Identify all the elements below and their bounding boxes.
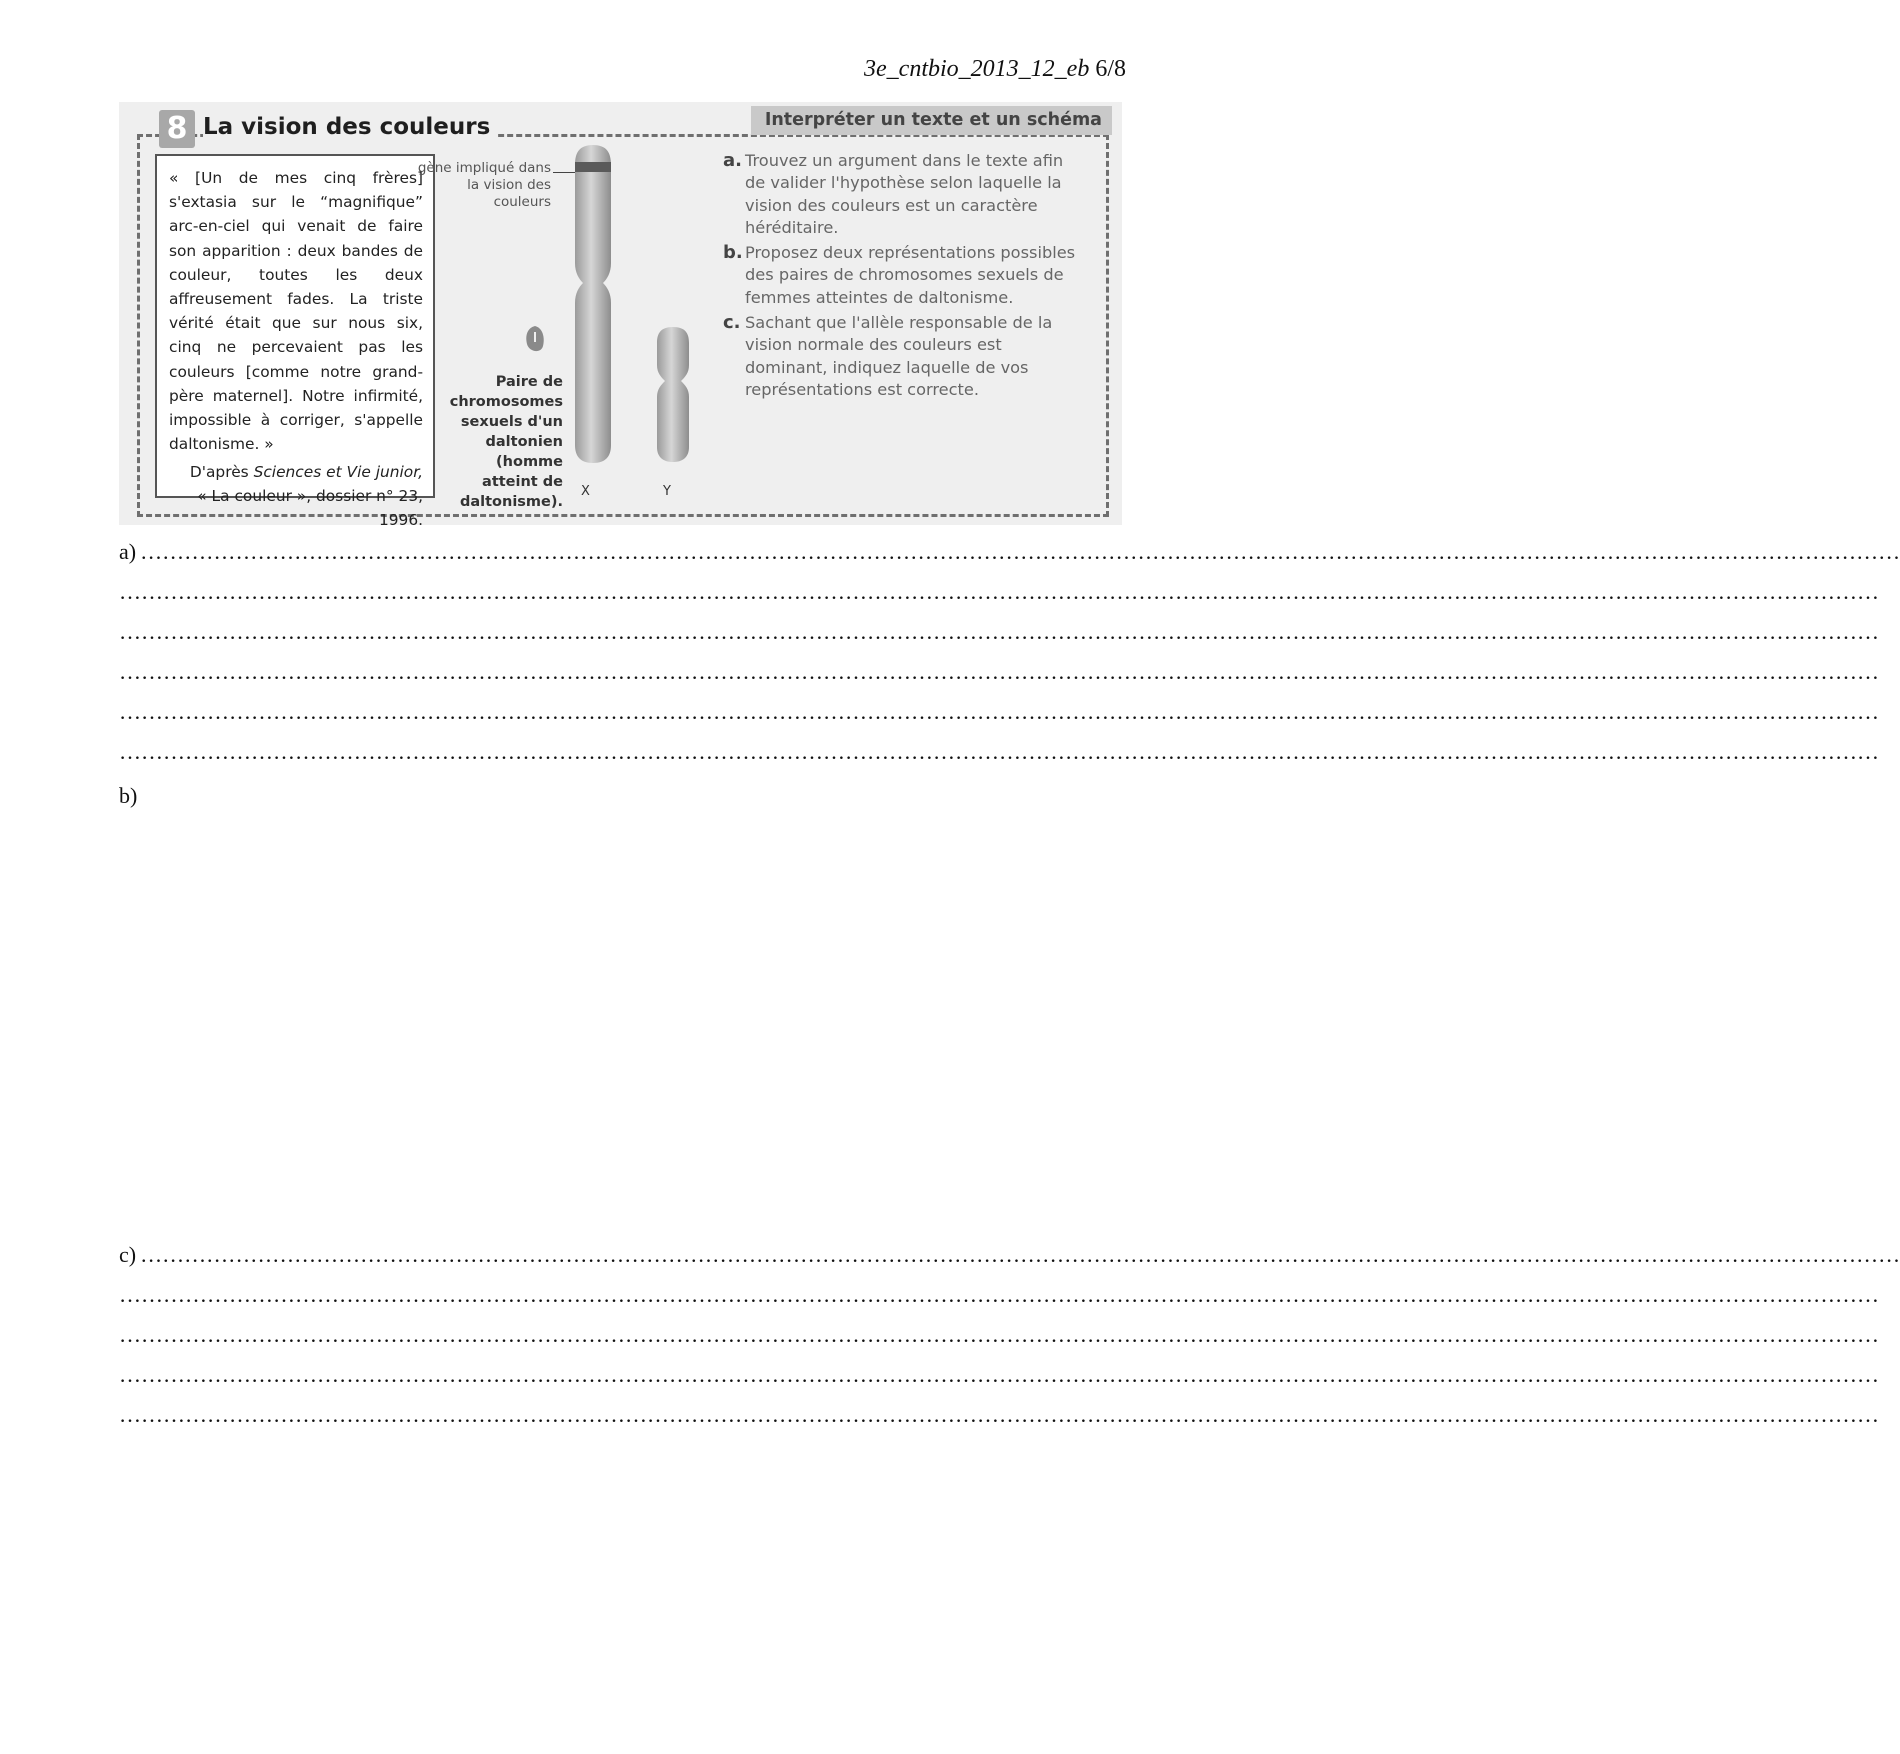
source-prefix: D'après	[189, 463, 254, 482]
answer-line[interactable]: ……………………………………………………………………………………………………………………………………………………………………………………………………………………	[119, 739, 1879, 764]
document-reference: 3e_cntbio_2013_12_eb	[864, 56, 1090, 82]
question-a	[723, 150, 1083, 239]
chromosome-y	[655, 327, 691, 462]
figure-caption: Paire de chromosomes sexuels d'un daltonien (homme atteint de daltonisme).	[449, 374, 563, 510]
answer-line[interactable]: c) ……………………………………………………………………………………………………………………………………………………………………………………………………………………	[119, 1242, 1900, 1267]
answer-c-area	[119, 1235, 1900, 1435]
question-c	[723, 312, 1083, 401]
question-b	[723, 242, 1083, 309]
mascot-icon	[523, 324, 547, 356]
answer-line[interactable]: ……………………………………………………………………………………………………………………………………………………………………………………………………………………	[119, 1402, 1879, 1427]
exercise-panel	[119, 102, 1122, 530]
gene-label: gène impliqué dans la vision des couleurs	[417, 160, 551, 210]
question-list	[723, 150, 1083, 404]
question-text: Trouvez un argument dans le texte afin de valider l'hypothèse selon laquelle la vision des couleurs est un caractère héréditaire.	[745, 151, 1064, 237]
answer-line[interactable]: ……………………………………………………………………………………………………………………………………………………………………………………………………………………	[119, 1362, 1879, 1387]
answer-a-area	[119, 532, 1900, 772]
page-number: 6/8	[1095, 56, 1126, 82]
source-title: Sciences et Vie junior,	[253, 463, 423, 482]
answer-line[interactable]: ……………………………………………………………………………………………………………………………………………………………………………………………………………………	[119, 1282, 1879, 1307]
question-letter: a.	[723, 150, 742, 171]
answer-line[interactable]: ……………………………………………………………………………………………………………………………………………………………………………………………………………………	[119, 1322, 1879, 1347]
quote-box	[155, 154, 435, 530]
question-text: Proposez deux représentations possibles des paires de chromosomes sexuels de femmes atteintes de daltonisme.	[745, 243, 1076, 307]
exercise-number: 8	[159, 110, 195, 148]
answer-line[interactable]: ……………………………………………………………………………………………………………………………………………………………………………………………………………………	[119, 619, 1879, 644]
question-letter: b.	[723, 242, 743, 264]
answer-line[interactable]: ……………………………………………………………………………………………………………………………………………………………………………………………………………………	[119, 579, 1879, 604]
answer-line[interactable]: ……………………………………………………………………………………………………………………………………………………………………………………………………………………	[119, 659, 1879, 684]
question-text: Sachant que l'allèle responsable de la vision normale des couleurs est dominant, indiquez laquelle de vos représentations est correcte.	[745, 313, 1053, 399]
chromosome-x	[573, 145, 613, 463]
skill-tag: Interpréter un texte et un schéma	[751, 106, 1112, 135]
page-header	[864, 56, 1126, 83]
source-detail: « La couleur », dossier n° 23, 1996.	[197, 487, 423, 530]
quote-source	[169, 460, 423, 532]
quote-text: « [Un de mes cinq frères] s'extasia sur le “magnifique” arc-en-ciel qui venait de faire son apparition : deux bandes de couleur, toutes les deux affreusement fades. La triste vérité était que sur nous six, cinq ne percevaient pas les couleurs [comme notre grand-père maternel]. Notre infirmité, impossible à corriger, s'appelle daltonisme. »	[169, 169, 423, 454]
question-letter: c.	[723, 312, 741, 334]
answer-c-label: c)	[119, 1242, 137, 1267]
answer-a-label: a)	[119, 539, 137, 564]
chromosome-x-label: X	[581, 484, 590, 499]
answer-line[interactable]: a) ……………………………………………………………………………………………………………………………………………………………………………………………………………………	[119, 539, 1900, 564]
answer-b-drawing-area[interactable]	[119, 820, 1123, 1220]
answer-line[interactable]: ……………………………………………………………………………………………………………………………………………………………………………………………………………………	[119, 699, 1879, 724]
exercise-title: La vision des couleurs	[203, 114, 496, 140]
answer-b-label: b)	[119, 783, 138, 808]
chromosome-y-label: Y	[663, 484, 671, 499]
